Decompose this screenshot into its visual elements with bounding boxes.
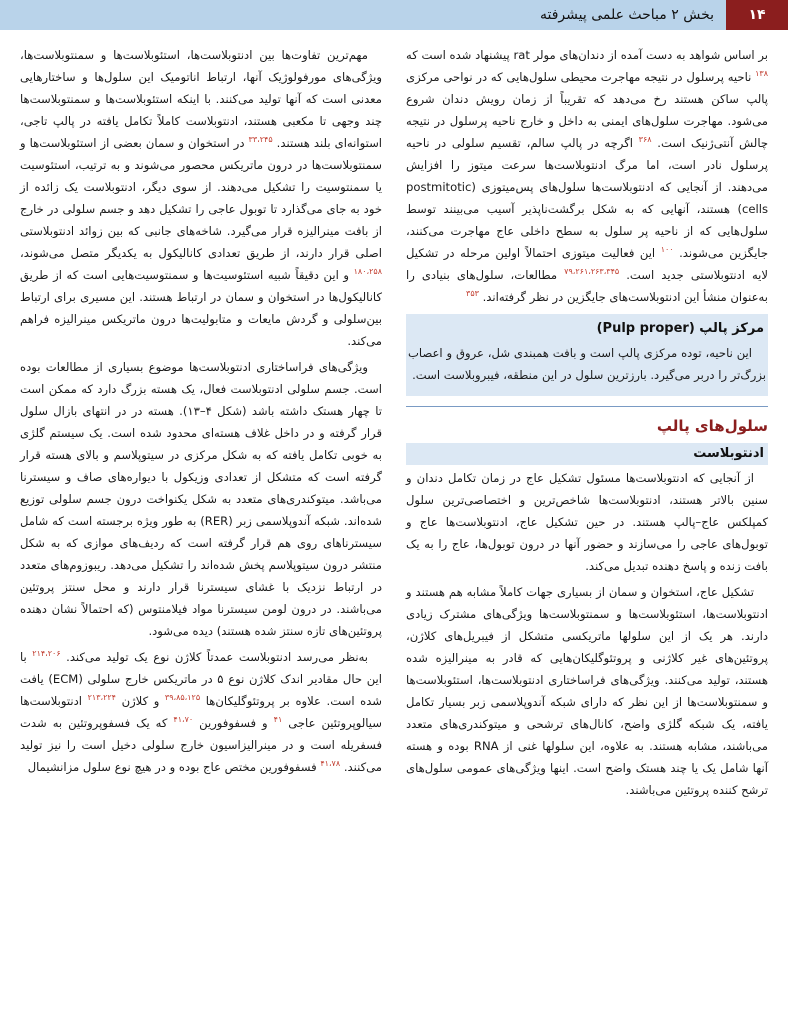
text: بر اساس شواهد به دست آمده از دندان‌های مولر rat پیشنهاد شده است که [406,48,769,62]
text: اگرچه در پالپ سالم، تقسیم سلولی در ناحیه پرسلول نادر است، اما مرگ ادنتوبلاست‌ها سرعت میتوز را افزایش می‌دهند. از آنجایی که ادنتوبلاست‌ها سلول‌های پس‌میتوزی (postmitotic cells) هستند، آنهایی که به شکل برگشت‌ناپذیر آسیب می‌بینند توسط سلول‌هایی که از ناحیه پر سلول به سطح داخلی عاج مهاجرت می‌کنند، جایگزین می‌شوند. [406,136,769,260]
text: این فعالیت میتوزی احتمالاً اولین مرحله در تشکیل لایه ادنتوبلاستی جدید است. [406,246,769,282]
pulp-proper-heading: مرکز پالپ (Pulp proper) [406,318,768,340]
chapter-title: بخش ۲ مباحث علمی پیشرفته [539,7,714,23]
text: به‌نظر می‌رسد ادنتوبلاست عمدتاً کلاژن نوع یک تولید می‌کند. [66,650,369,664]
reference[interactable]: ۳۹،۸۵،۱۲۵ [164,693,201,703]
paragraph: ویژگی‌های فراساختاری ادنتوبلاست‌ها موضوع بسیاری از مطالعات بوده است. جسم سلولی ادنتوبلاست فعال، یک هسته بزرگ دارد که ممکن است تا چهار هستک داشته باشد (شکل ۴–۱۳). هسته در در انتهای بازال سلول قرار گرفته و در داخل غلاف هسته‌ای محدود شده است. یک سیستم گلژی به خوبی تکامل یافته که به شکل مرکزی در سیتوپلاسم و بالای هسته قرار گرفته است که متشکل از تعدادی وزیکول با دیواره‌های صاف و سیسترنا می‌باشد. میتوکندری‌های متعدد به شکل یکنواخت درون جسم سلولی توزیع شده‌اند. شبکه آندوپلاسمی زبر (RER) به طور ویژه برجسته است که شامل سیسترناهای روی هم قرار گرفته است که ردیف‌های موازی که به شکل منتشر درون سیتوپلاسم پخش شده‌اند را تشکیل می‌دهد. ریبوزوم‌های متعدد در ارتباط نزدیک با غشای سیسترنا قرار دارند و محل سنتز پروتئین می‌باشند. در درون لومن سیسترنا مواد فیلامنتوس (که احتمالاً نشان دهنده پروتئین‌های تازه سنتز شده هستند) دیده می‌شود. [20,360,382,638]
reference[interactable]: ۳۵۳ [466,289,479,299]
pulp-proper-box [406,314,768,396]
pulp-proper-text: این ناحیه، توده مرکزی پالپ است و بافت همبندی شل، عروق و اعصاب بزرگ‌تر را دربر می‌گیرد. بارزترین سلول در این منطقه، فیبروبلاست است. [408,346,766,382]
odontoblast-heading: ادنتوبلاست [406,443,768,465]
reference[interactable]: ۲۱۴،۲۰۶ [32,649,61,659]
reference[interactable]: ۳۳،۲۴۵ [248,135,273,145]
text: و این دقیقاً شبیه استئوسیت‌ها و سمنتوسیت‌هایی است که از طریق کانالیکول‌ها در استخوان و سمان در ارتباط هستند. این مسیری برای ارتباط بین‌سلولی و گردش مایعات و متابولیت‌ها درون ماتریکس مینرالیزه فراهم می‌کند. [20,268,382,348]
page-header [0,0,788,30]
text: مهم‌ترین تفاوت‌ها بین ادنتوبلاست‌ها، استئوبلاست‌ها و سمنتوبلاست‌ها، ویژگی‌های مورفولوژیک آنها، ارتباط اناتومیک این سلول‌ها و ساختارهایی معدنی است که آنها تولید می‌کنند. با اینکه استئوبلاست‌ها و سمنتوبلاست‌ها چند وجهی تا مکعبی هستند، ادنتوبلاست کاملاً تکامل یافته در پالپ تاجی، استوانه‌ای بلند هستند. [20,48,383,150]
paragraph [20,646,382,778]
text: در استخوان و سمان بعضی از استئوبلاست‌ها و سمنتوبلاست‌ها در درون ماتریکس محصور می‌شوند و به ترتیب، استئوسیت یا سمنتوسیت را تشکیل می‌دهند. از سوی دیگر، ادنتوبلاست یک زائده از خود به جای می‌گذارد تا توبول عاجی را تشکیل دهد و جسم سلولی در خارج از بافت مینرالیزه قرار می‌گیرد. شاخه‌های جانبی که بین زوائد ادنتوبلاستی اصلی قرار دارند، از طریق تعدادی کانالیکول به یکدیگر متصل می‌شوند، [20,136,382,260]
text: ادنتوبلاست‌ها سیالوپروتئین عاجی [20,694,383,730]
reference[interactable]: ۱۸۰،۲۵۸ [353,267,382,277]
paragraph [406,44,768,308]
paragraph: تشکیل عاج، استخوان و سمان از بسیاری جهات کاملاً مشابه هم هستند و ادنتوبلاست‌ها، استئوبلاست‌ها و سمنتوبلاست‌ها ویژگی‌های مشترک زیادی دارند. هر یک از این سلولها ماتریکسی متشکل از فیبریل‌های کلاژن، پروتئین‌های غیر کلاژنی و پروتئوگلیکان‌هایی که قادر به مینرالیزه شده هستند، تولید می‌کنند. ویژگی‌های فراساختاری ادنتوبلاست‌ها، استئوبلاست‌ها و سمنتوبلاست‌ها از این نظر که دارای شبکه آندوپلاسمی زبر بسیار تکامل یافته، یک شبکه گلژی واضح، کانال‌های ترشحی و میتوکندری‌های متعدد می‌باشند، مشابه هستند. به علاوه، این سلولها غنی از RNA بوده و هسته آنها شامل یک یا چند هستک واضح است. اینها ویژگی‌های عمومی سلول‌های ترشح کننده پروتئین می‌باشند. [406,585,768,797]
right-column [406,44,768,805]
left-column [20,44,382,782]
paragraph [20,44,382,352]
reference[interactable]: ۷۹،۲۶۱،۲۶۳،۳۴۵ [564,267,620,277]
section-title: سلول‌های پالپ [406,406,768,437]
text: ناحیه پرسلول در نتیجه مهاجرت محیطی سلول‌هایی که در نواحی مرکزی پالپ ساکن هستند رخ می‌دهد که تقریباً از زمان رویش دندان شروع می‌شود. مهاجرت سلول‌های ایمنی به داخل و خارج ناحیه پرسلول در نتیجه چالش آنتی‌ژنیک است. [406,70,769,150]
reference[interactable]: ۴۱،۷۰ [173,715,194,725]
reference[interactable]: ۴۱ [273,715,283,725]
paragraph: از آنجایی که ادنتوبلاست‌ها مسئول تشکیل عاج در زمان تکامل دندان و سنین بالاتر هستند، ادنتوبلاست‌ها شاخص‌ترین و اختصاصی‌ترین سلول کمپلکس عاج–پالپ هستند. در حین تشکیل عاج، ادنتوبلاست‌ها عاج و توبول‌های عاجی را می‌سازند و حضور آنها در درون توبول‌ها، عاج را به یک بافت زنده و پاسخ دهنده تبدیل می‌کند. [406,471,768,573]
page-number: ۱۴ [726,0,788,30]
reference[interactable]: ۴۱،۷۸ [320,759,341,769]
text: که یک فسفوپروتئین به شدت فسفریله است و در مینرالیزاسیون خارج سلولی دخیل است را نیز تولید می‌کنند. [20,716,382,774]
reference[interactable]: ۱۰۰ [660,245,674,255]
reference[interactable]: ۱۳۸ [755,69,768,79]
text: با این حال مقادیر اندک کلاژن نوع ۵ در ماتریکس خارج سلولی (ECM) یافت شده است. علاوه بر پروتئوگلیکان‌ها [20,650,383,708]
text: و فسفوفورین [199,716,268,730]
text: و کلاژن [121,694,160,708]
text: مطالعات، سلول‌های بنیادی را به‌عنوان منشأ این ادنتوبلاست‌های جایگزین در نظر گرفته‌اند. [406,268,768,304]
reference[interactable]: ۲۱۳،۲۲۴ [87,693,116,703]
text: فسفوفورین مختص عاج بوده و در هیچ نوع سلول مزانشیمال [27,760,317,774]
reference[interactable]: ۳۶۸ [638,135,652,145]
